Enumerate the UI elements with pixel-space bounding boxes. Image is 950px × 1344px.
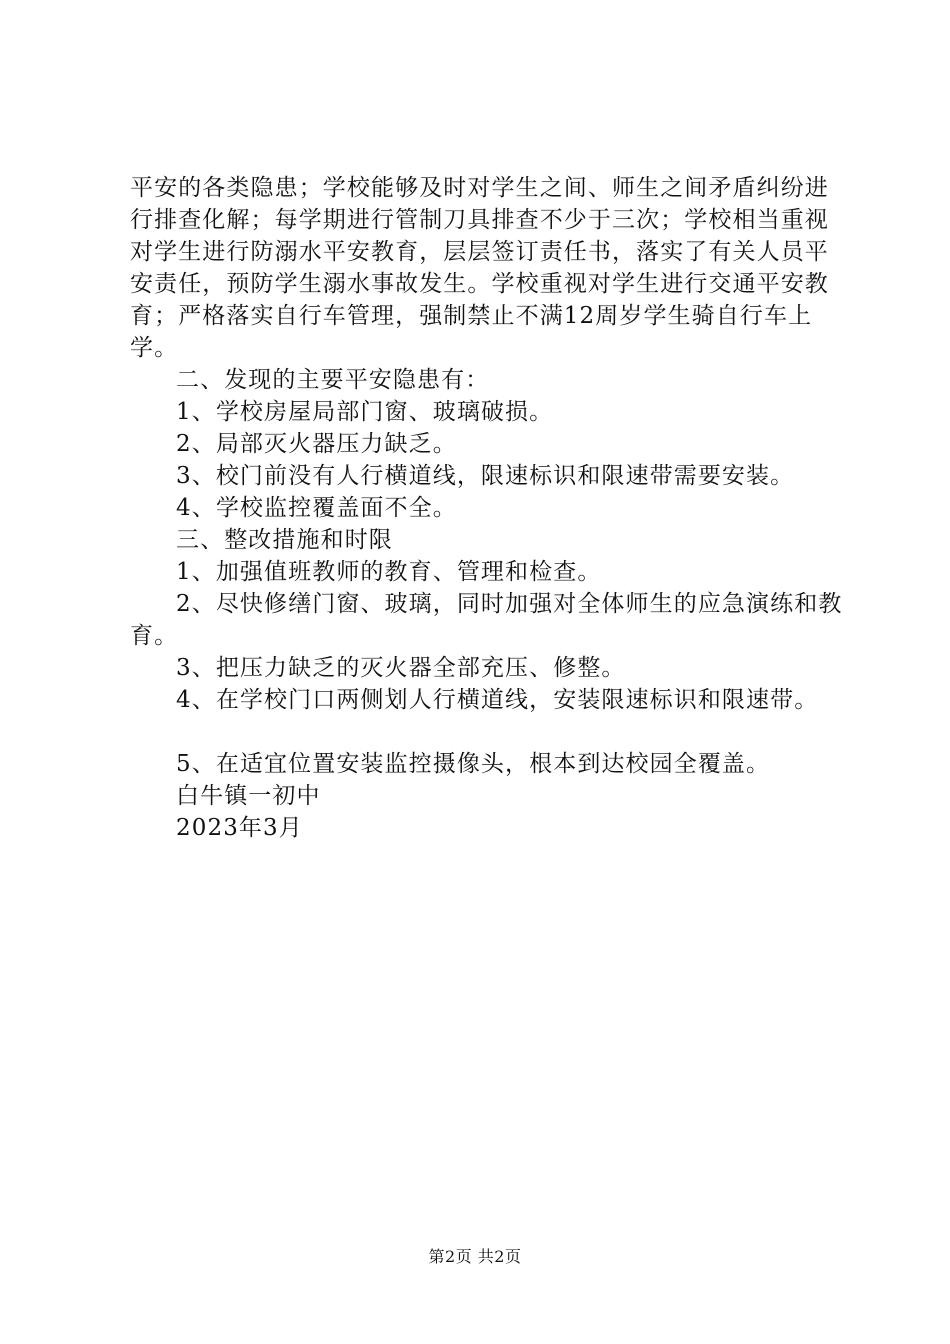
section-heading-measures: 三、整改措施和时限 bbox=[176, 527, 393, 553]
measure-item-1: 1、加强值班教师的教育、管理和检查。 bbox=[176, 559, 602, 585]
signature-school: 白牛镇一初中 bbox=[176, 783, 321, 809]
hazard-item-2: 2、局部灭火器压力缺乏。 bbox=[176, 431, 457, 457]
measure-item-3: 3、把压力缺乏的灭火器全部充压、修整。 bbox=[176, 655, 626, 681]
document-body bbox=[130, 172, 850, 844]
paragraph-gap bbox=[130, 716, 850, 748]
section-heading-hazards: 二、发现的主要平安隐患有： bbox=[176, 367, 490, 393]
hazard-item-1: 1、学校房屋局部门窗、玻璃破损。 bbox=[176, 399, 554, 425]
hazard-item-4: 4、学校监控覆盖面不全。 bbox=[176, 495, 457, 521]
signature-date: 2023年3月 bbox=[176, 815, 303, 841]
paragraph-safety-hazards: 平安的各类隐患；学校能够及时对学生之间、师生之间矛盾纠纷进行排查化解；每学期进行管制刀具排查不少于三次；学校相当重视对学生进行防溺水平安教育，层层签订责任书，落实了有关人员平安责任，预防学生溺水事故发生。学校重视对学生进行交通平安教育；严格落实自行车管理，强制禁止不满12周岁学生骑自行车上学。 bbox=[130, 175, 829, 361]
measure-item-4: 4、在学校门口两侧划人行横道线，安装限速标识和限速带。 bbox=[176, 687, 819, 713]
measure-item-2: 2、尽快修缮门窗、玻璃，同时加强对全体师生的应急演练和教育。 bbox=[130, 591, 843, 649]
page-footer: 第2页 共2页 bbox=[428, 1247, 522, 1266]
measure-item-5: 5、在适宜位置安装监控摄像头，根本到达校园全覆盖。 bbox=[176, 751, 771, 777]
hazard-item-3: 3、校门前没有人行横道线，限速标识和限速带需要安装。 bbox=[176, 463, 795, 489]
